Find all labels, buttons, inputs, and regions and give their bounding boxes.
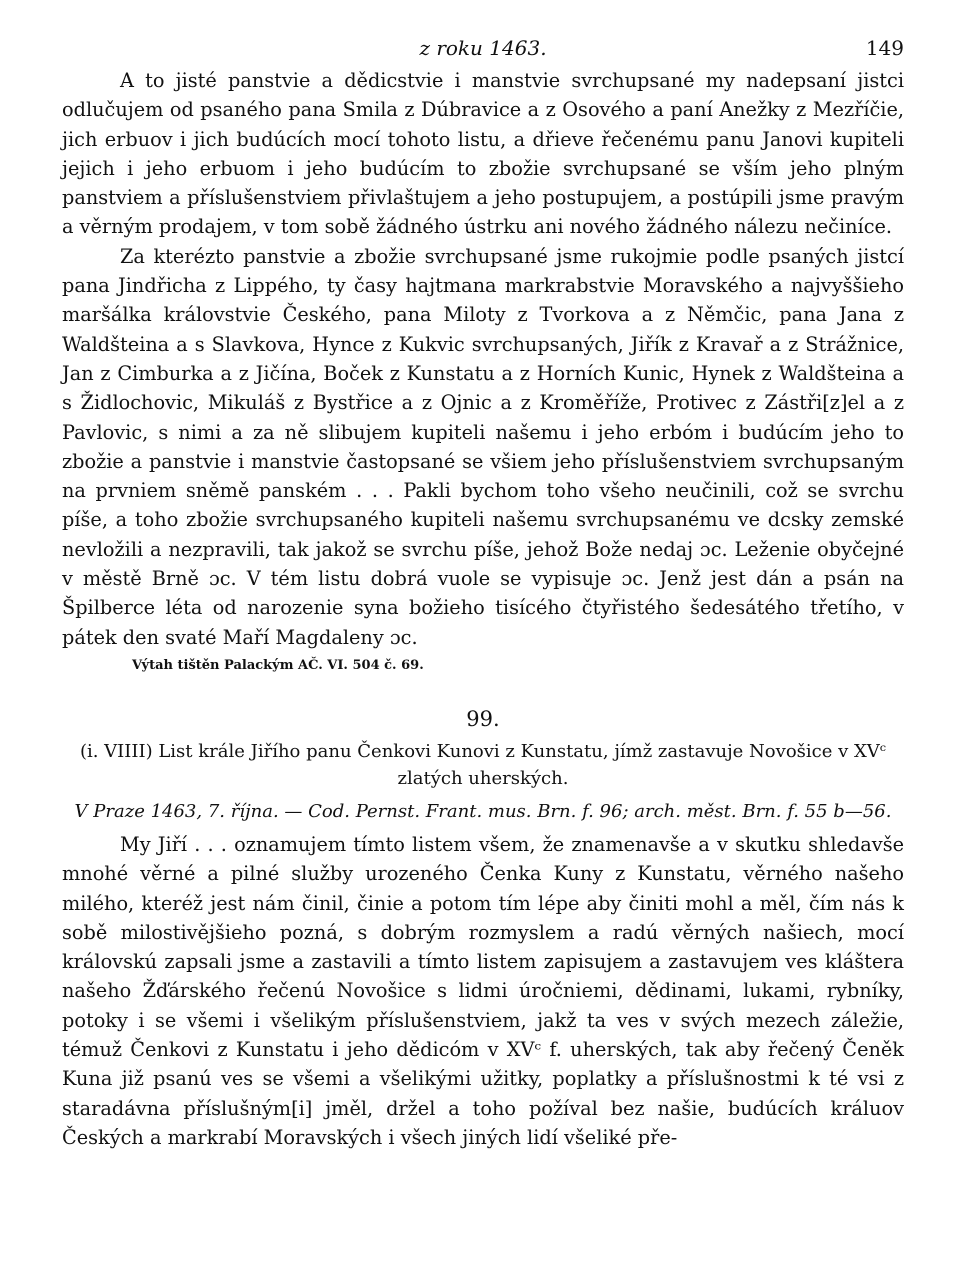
document-text: My Jiří . . . oznamujem tímto listem všem, že znamenavše a v skutku shledavše mnohé věrné a pilné služby urozeného Čenka Kuny z Kunstatu, věrného našeho milého, kteréž jest nám činil, činie a potom tím lépe aby činiti mohl a měl, čím nás k sobě milostivějšieho pozná, s dobrým rozmyslem a radú věrných našiech, mocí královskú zapsali jsme a zastavili a tímto listem zapisujem a zastavujem ves kláštera našeho Žďárského řečenú Novošice s lidmi úročniemi, dědinami, lukami, rybníky, potoky i se všemi i všelikým příslušenstviem, jakž ta ves v svých mezech záležie, témuž Čenkovi z Kunstatu i jeho dědicóm v XVᶜ f. uherských, tak aby řečený Čeněk Kuna již psanú ves se všemi a všelikými užitky, poplatky a příslušnostmi k té vsi z staradávna příslušným[i] jměl, držel a toho požíval bez našie, budúcích králuov Českých a markrabí Moravských i všech jiných lidí všeliké pře-	[62, 832, 904, 1149]
running-title: z roku 1463.	[419, 36, 547, 60]
page-number: 149	[865, 36, 904, 60]
paragraph: A to jisté panstvie a dědicstvie i manstvie svrchupsané my nadepsaní jistci odlučujem od psaného pana Smila z Dúbravice a z Osového a paní Anežky z Mezříčie, jich erbuov i jich budúcích mocí tohoto listu, a dřieve řečenému panu Janovi kupiteli jejich i jeho erbuom i jeho budúcím to zbožie svrchupsané se vším jeho plným panstviem a příslušenstviem přivlaštujem a jeho postupujem, a postúpili jsme pravým a věrným prodajem, v tom sobě žádného ústrku ani nového žádného nálezu nečiníce.	[62, 69, 904, 239]
document-dating: V Praze 1463, 7. října. — Cod. Pernst. Frant. mus. Brn. f. 96; arch. měst. Brn. f. 55 b—56.	[74, 800, 892, 822]
document-number: 99.	[466, 706, 500, 731]
page	[62, 28, 904, 1152]
document-regest: (i. VIIII) List krále Jiřího panu Čenkovi Kunovi z Kunstatu, jímž zastavuje Novošice v XVᶜ zlatých uherských.	[79, 740, 887, 789]
paragraph: Za kterézto panstvie a zbožie svrchupsané jsme rukojmie podle psaných jistcí pana Jindřicha z Lippého, ty časy hajtmana markrabstvie Moravského a najvyššieho maršálka královstvie Českého, pana Miloty z Tvorkova a z Němčic, pana Jana z Waldšteina a s Slavkova, Hynce z Kukvic svrchupsaných, Jiřík z Kravař a z Strážnice, Jan z Cimburka a z Jičína, Boček z Kunstatu a z Horních Kunic, Hynek z Waldšteina a s Židlochovic, Mikuláš z Bystřice a z Ojnic a z Kroměříže, Protivec z Zástři[z]el a z Pavlovic, s nimi a za ně slibujem kupiteli našemu i jeho erbóm i budúcím jeho to zbožie a panstvie i manstvie častopsané se všiem jeho příslušenstviem svrchupsaným na prvniem sněmě panském . . . Pakli bychom toho všeho neučinili, což se svrchu píše, a toho zbožie svrchupsaného kupiteli našemu svrchupsanému ve dcsky zemské nevložili a nezpravili, tak jakož se svrchu píše, jehož Bože nedaj ɔc. Leženie obyčejné v městě Brně ɔc. V tém listu dobrá vuole se vypisuje ɔc. Jenž jest dán a psán na Špilberce léta od narozenie syna božieho tisícého čtyřistého šedesátého třetího, v pátek den svaté Maří Magdaleny ɔc.	[62, 244, 904, 649]
source-note: Výtah tištěn Palackým AČ. VI. 504 č. 69.	[132, 657, 424, 673]
page-header	[62, 28, 904, 66]
